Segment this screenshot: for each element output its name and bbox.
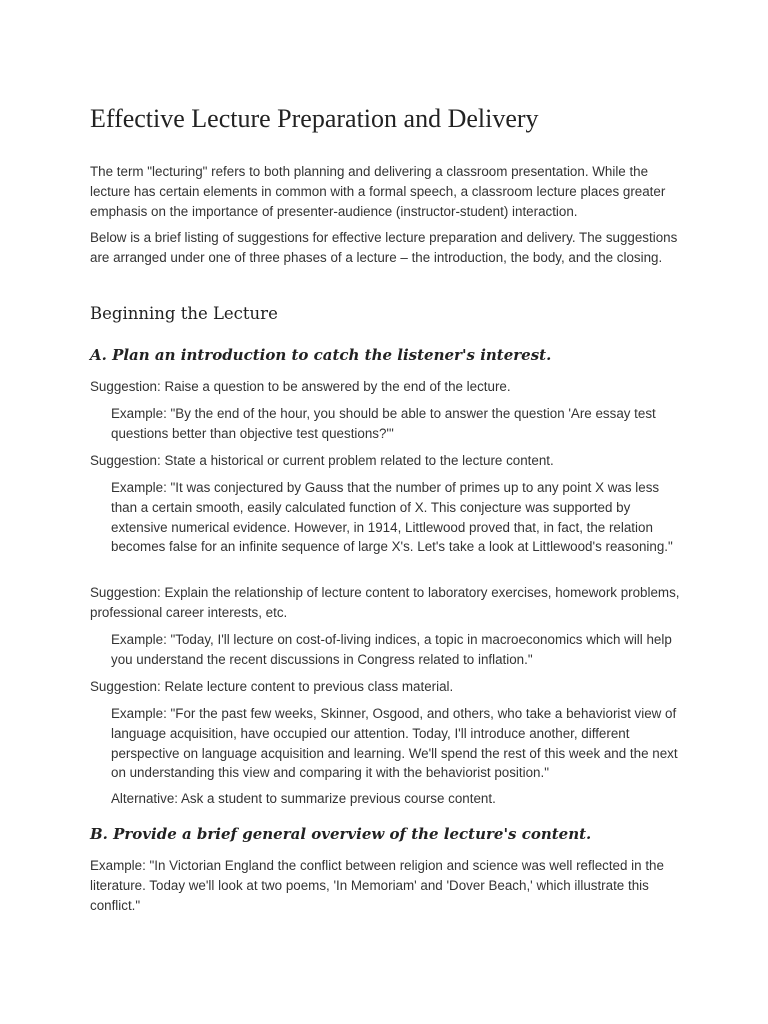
alternative-1: Alternative: Ask a student to summarize previous course content.: [111, 791, 496, 806]
suggestion-2: Suggestion: State a historical or current problem related to the lecture content.: [90, 453, 554, 468]
intro-paragraph-2: Below is a brief listing of suggestions for effective lecture preparation and delivery. The suggestions are arranged under one of three phases of a lecture – the introduction, the body, and the closing.: [90, 230, 678, 265]
document-title: Effective Lecture Preparation and Delivery: [90, 104, 539, 133]
suggestion-3: Suggestion: Explain the relationship of lecture content to laboratory exercises, homework problems, professional career interests, etc.: [90, 585, 680, 620]
example-3: Example: "Today, I'll lecture on cost-of-living indices, a topic in macroeconomics which will help you understand the recent discussions in Congress related to inflation.": [111, 632, 672, 667]
example-4: Example: "For the past few weeks, Skinner, Osgood, and others, who take a behaviorist view of language acquisition, have occupied our attention. Today, I'll introduce another, different perspective on language acquisition and learning. We'll spend the rest of this week and the next on understanding this view and comparing it with the behaviorist position.": [111, 706, 678, 781]
suggestion-4: Suggestion: Relate lecture content to previous class material.: [90, 679, 454, 694]
subsection-a-heading: A. Plan an introduction to catch the listener's interest.: [90, 346, 552, 364]
example-2: Example: "It was conjectured by Gauss that the number of primes up to any point X was less than a certain smooth, easily calculated function of X. This conjecture was supported by extensive numerical evidence. However, in 1914, Littlewood proved that, in fact, the relation becomes false for an infinite sequence of large X's. Let's take a look at Littlewood's reasoning.": [111, 480, 673, 555]
example-b-1: Example: "In Victorian England the conflict between religion and science was well reflected in the literature. Today we'll look at two poems, 'In Memoriam' and 'Dover Beach,' which illustrate this conflict.": [90, 858, 664, 913]
section-heading-beginning: Beginning the Lecture: [90, 304, 278, 323]
subsection-b-heading: B. Provide a brief general overview of the lecture's content.: [90, 825, 592, 843]
intro-paragraph-1: The term "lecturing" refers to both planning and delivering a classroom presentation. While the lecture has certain elements in common with a formal speech, a classroom lecture places greater emphasis on the importance of presenter-audience (instructor-student) interaction.: [90, 164, 666, 219]
suggestion-1: Suggestion: Raise a question to be answered by the end of the lecture.: [90, 379, 511, 394]
example-1: Example: "By the end of the hour, you should be able to answer the question 'Are essay test questions better than objective test questions?'": [111, 406, 656, 441]
